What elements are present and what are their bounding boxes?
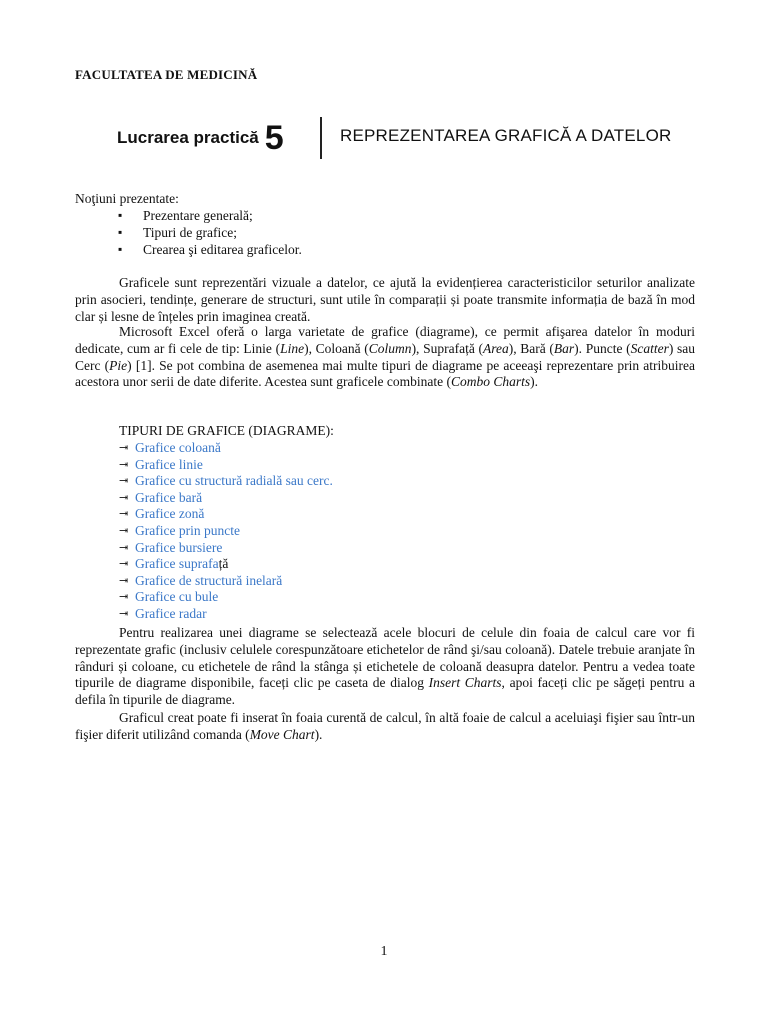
excel-text: ]. Se pot combina de asemenea mai multe tipuri de diagrame pe aceeaşi reprezentare prin atribuirea acestora unor serii de date diferite. Acestea sunt graficele combinate ( [75,357,696,390]
chart-type-link[interactable]: Grafice prin puncte [135,522,240,538]
right-arrow-to-bar-icon: ⇥ [119,442,129,454]
chart-type-item [119,490,333,507]
concepts-heading: Noţiuni prezentate: [75,191,179,206]
chart-type-link[interactable]: Grafice de structură inelară [135,572,283,588]
excel-text: Microsoft Excel oferă o larga varietate de grafice (diagrame), ce permit afişarea datelor în moduri dedicate, cum ar fi cele de tip: Linie ( [75,324,695,356]
concepts-list [118,207,302,258]
intro-paragraph [75,275,695,325]
right-arrow-to-bar-icon: ⇥ [119,591,129,604]
excel-text: ). [530,374,538,390]
excel-text: ), Coloană ( [304,340,369,356]
move-chart-text: Graficul creat poate fi inserat în foaia curentă de calcul, în altă foaie de calcul a aceluiaşi fişier sau într-un fişier diferit utilizând comanda ( [75,710,695,742]
chart-type-item [119,606,333,623]
term-area: Area [482,340,509,356]
excel-text: ). Puncte ( [574,340,631,356]
chart-type-link[interactable]: Grafice cu structură radială sau cerc. [135,473,333,489]
term-combo-charts: Combo Charts [450,374,531,390]
chart-type-item [119,540,333,557]
chart-types-heading: TIPURI DE GRAFICE (DIAGRAME): [119,423,334,438]
right-arrow-to-bar-icon: ⇥ [119,458,129,471]
reference-number[interactable]: 1 [140,357,148,373]
right-arrow-to-bar-icon: ⇥ [119,558,129,571]
chart-type-link[interactable]: Grafice cu bule [135,589,219,605]
term-bar: Bar [553,340,575,356]
chart-type-item [119,457,333,474]
move-chart-text: ). [314,726,323,742]
lab-heading [117,116,284,160]
intro-text: Graficele sunt reprezentări vizuale a datelor, ce ajută la evidențierea caracteristicilor seturilor analizate prin asocieri, tendințe, generare de structuri, sunt utile în comparații și poate transmite informația de bază în mod clar și lesne de înțeles prin imaginea creată. [75,275,695,324]
chart-type-link[interactable]: Grafice suprafa [135,556,219,572]
chart-type-link[interactable]: Grafice bursiere [135,539,223,555]
title-divider [320,117,322,159]
right-arrow-to-bar-icon: ⇥ [119,541,129,554]
chart-type-item [119,573,333,590]
chart-type-link[interactable]: Grafice radar [135,605,207,621]
chart-type-item [119,473,333,490]
faculty-name: FACULTATEA DE MEDICINĂ [75,67,258,82]
chart-type-item [119,556,333,573]
term-pie: Pie [109,357,128,373]
chart-type-item [119,440,333,457]
concept-item: ▪ Prezentare generală; [118,207,302,224]
selection-text: , apoi faceți clic pe săgeți pentru a defila în tipurile de diagrame. [75,675,695,708]
lab-title: REPREZENTAREA GRAFICĂ A DATELOR [340,126,672,145]
chart-type-suffix: ță [218,556,229,572]
term-scatter: Scatter [630,340,669,356]
term-move-chart: Move Chart [249,726,315,742]
right-arrow-to-bar-icon: ⇥ [119,475,129,488]
chart-type-item [119,523,333,540]
concept-item: ▪ Tipuri de grafice; [118,224,302,241]
term-line: Line [280,340,305,356]
right-arrow-to-bar-icon: ⇥ [119,574,129,587]
selection-text: Pentru realizarea unei diagrame se selectează acele blocuri de celule din foaia de calcul care vor fi reprezentate grafic (inclusiv celulele corespunzătoare etichetelor de rând şi/sau coloană). Datele trebuie aranjate în rânduri și coloane, cu etichetele de rând la stânga și etichetele de coloană deasupra datelor. Pentru a vedea toate tipurile de diagrame disponibile, faceți clic pe caseta de dialog [75,625,695,691]
move-chart-paragraph [75,710,695,744]
excel-text: ) sau Cerc ( [75,340,696,373]
chart-type-link[interactable]: Grafice bară [135,489,203,505]
excel-text: ), Bară ( [508,340,554,356]
lab-label: Lucrarea practică [117,128,259,147]
chart-types-list [119,440,333,623]
chart-type-item [119,506,333,523]
selection-paragraph [75,625,695,709]
page-number: 1 [380,944,388,959]
chart-type-link[interactable]: Grafice coloană [135,440,221,455]
excel-text: ) [ [127,357,141,373]
excel-text: ), Suprafață ( [411,340,483,356]
excel-paragraph [75,324,695,391]
right-arrow-to-bar-icon: ⇥ [119,607,129,620]
right-arrow-to-bar-icon: ⇥ [119,491,129,504]
chart-type-link[interactable]: Grafice linie [135,456,203,472]
right-arrow-to-bar-icon: ⇥ [119,524,129,537]
right-arrow-to-bar-icon: ⇥ [119,508,129,521]
term-insert-charts: Insert Charts [428,675,502,691]
term-column: Column [368,340,412,356]
chart-type-link[interactable]: Grafice zonă [135,506,205,522]
chart-type-item [119,589,333,606]
lab-number: 5 [264,118,284,157]
concept-item: ▪ Crearea şi editarea graficelor. [118,241,302,258]
